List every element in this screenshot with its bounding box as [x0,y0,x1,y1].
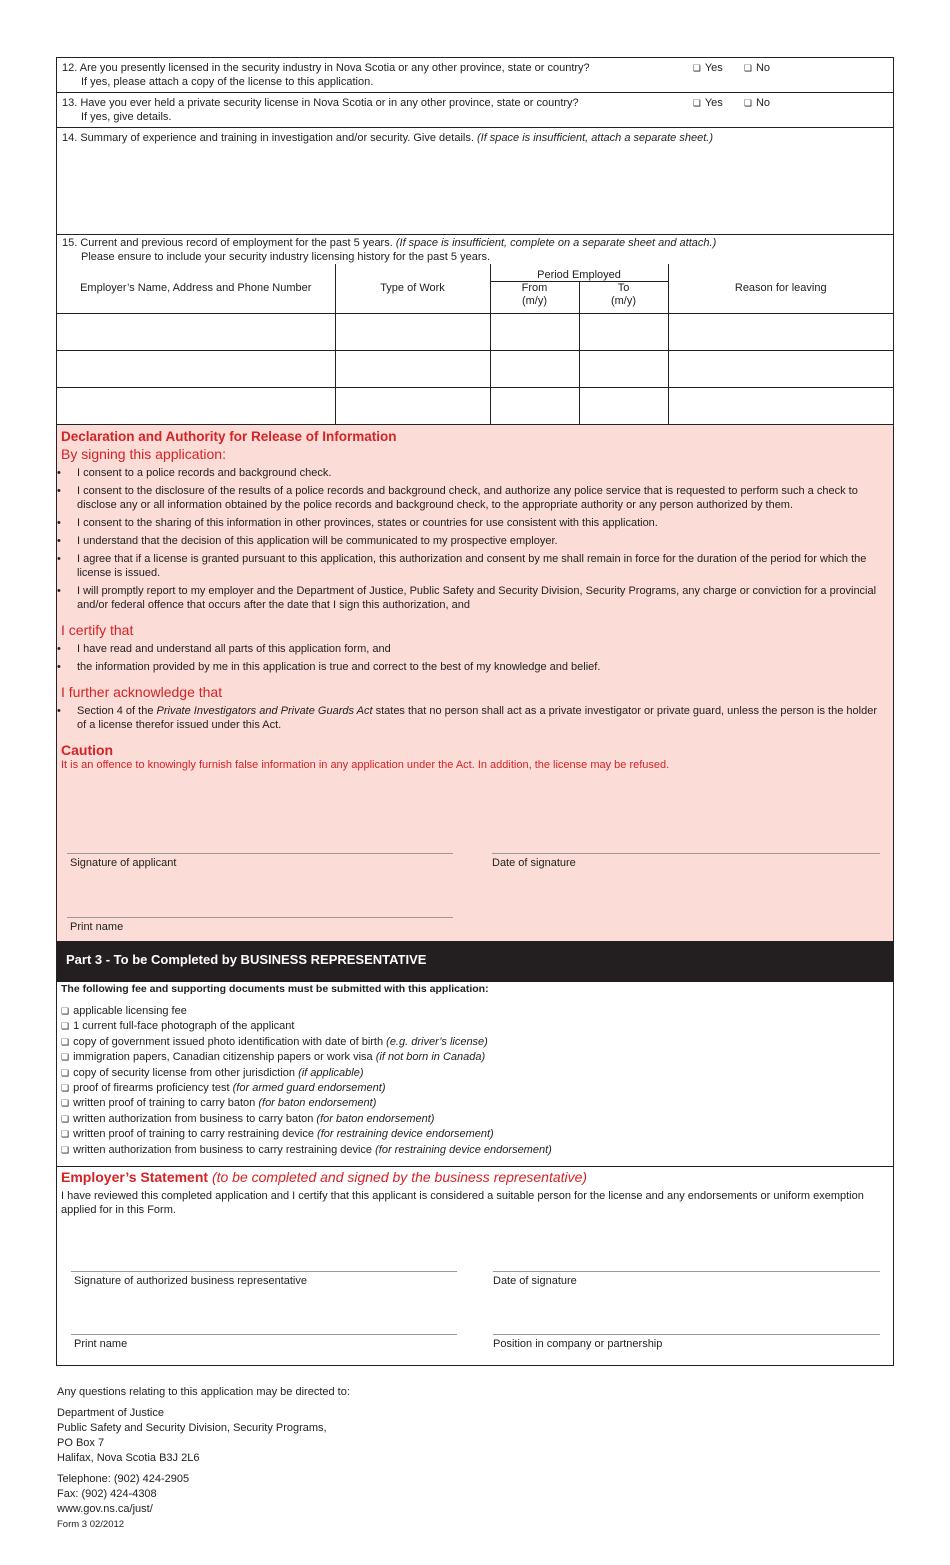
employer-cell[interactable] [57,387,335,424]
col-period-employed: Period Employed [490,264,668,281]
from-cell[interactable] [490,313,579,350]
rep-signature-label: Signature of authorized business representative [74,1275,307,1288]
question-15-sub: Please ensure to include your security industry licensing history for the past 5 years. [81,251,491,263]
question-13-sub: If yes, give details. [81,111,172,123]
part3-header: Part 3 - To be Completed by BUSINESS REPRESENTATIVE [57,942,893,982]
list-item: • I agree that if a license is granted pursuant to this application, this authorization and consent by me shall remain in force for the duration of the period for which the license is issued. [57,552,888,580]
q13-no-checkbox[interactable]: ❏ No [744,97,770,109]
certify-heading: I certify that [61,622,134,638]
address-line: Department of Justice [57,1407,164,1419]
applicant-date-label: Date of signature [492,857,576,869]
address-line: PO Box 7 [57,1437,105,1449]
fee-checkbox[interactable]: ❏ 1 current full-face photograph of the applicant [61,1019,889,1034]
question-12-options [693,61,788,75]
col-to: To (m/y) [579,281,668,313]
declaration-title: Declaration and Authority for Release of Information [61,429,397,444]
list-item: • I have read and understand all parts of this application form, and [57,642,888,656]
col-reason: Reason for leaving [668,264,893,313]
form-number: Form 3 02/2012 [57,1519,125,1530]
list-item: • I consent to the disclosure of the results of a police records and background check, and authorize any police service that is requested to perform such a check to disclose any or all information obtained by the police records and background check, to the appropriate authority or any person authorized by them. [57,484,888,512]
table-row [57,350,893,387]
q12-yes-checkbox[interactable]: ❏ Yes [693,62,723,74]
fee-checkbox[interactable]: ❏ immigration papers, Canadian citizenship papers or work visa (if not born in Canada) [61,1050,889,1065]
question-13 [57,93,893,128]
applicant-date-field[interactable] [492,853,880,869]
caution-text: It is an offence to knowingly furnish false information in any application under the Act. In addition, the license may be refused. [61,759,670,771]
from-cell[interactable] [490,387,579,424]
list-item: • I consent to a police records and background check. [57,466,888,480]
to-cell[interactable] [579,387,668,424]
question-14-note: (If space is insufficient, attach a separate sheet.) [476,132,713,144]
employment-table [57,264,893,424]
acknowledge-heading: I further acknowledge that [61,684,223,700]
fee-checkbox[interactable]: ❏ applicable licensing fee [61,1004,889,1019]
question-13-options [693,96,788,110]
applicant-signature-field[interactable] [67,853,453,869]
certify-list [61,642,888,674]
telephone: Telephone: (902) 424-2905 [57,1473,190,1485]
contact-footer [57,1385,350,1532]
employer-cell[interactable] [57,350,335,387]
reason-cell[interactable] [668,313,893,350]
question-15-text: 15. Current and previous record of employment for the past 5 years. [62,237,393,249]
fees-section [57,982,893,1167]
fee-checkbox[interactable]: ❏ written proof of training to carry baton (for baton endorsement) [61,1096,889,1111]
type-cell[interactable] [335,387,490,424]
col-employer: Employer’s Name, Address and Phone Number [57,264,335,313]
fee-checkbox[interactable]: ❏ written proof of training to carry restraining device (for restraining device endorsement) [61,1127,889,1142]
rep-signature-field[interactable] [71,1271,457,1287]
question-14-text: 14. Summary of experience and training in investigation and/or security. Give details. [62,132,474,144]
fee-checkbox[interactable]: ❏ proof of firearms proficiency test (for armed guard endorsement) [61,1081,889,1096]
rep-date-label: Date of signature [493,1275,577,1288]
rep-position-field[interactable] [493,1334,880,1350]
declaration-section [57,424,893,942]
fee-checkbox[interactable]: ❏ copy of security license from other jurisdiction (if applicable) [61,1066,889,1081]
rep-print-name-field[interactable] [71,1334,457,1350]
fee-checkbox[interactable]: ❏ copy of government issued photo identification with date of birth (e.g. driver’s license) [61,1035,889,1050]
caution-heading: Caution [61,742,114,758]
address-line: Public Safety and Security Division, Security Programs, [57,1422,327,1434]
rep-date-field[interactable] [493,1271,880,1287]
list-item: • the information provided by me in this application is true and correct to the best of my knowledge and belief. [57,660,888,674]
reason-cell[interactable] [668,387,893,424]
question-12-sub: If yes, please attach a copy of the license to this application. [81,76,374,88]
acknowledge-list [61,704,888,732]
list-item: • I consent to the sharing of this information in other provinces, states or countries for use consistent with this application. [57,516,888,530]
act-name: Private Investigators and Private Guards Act [156,705,373,717]
reason-cell[interactable] [668,350,893,387]
list-item: • I will promptly report to my employer and the Department of Justice, Public Safety and Security Division, Security Programs, any charge or conviction for a provincial and/or federal offence that occurs after the date that I sign this authorization, and [57,584,888,612]
col-type-of-work: Type of Work [335,264,490,313]
address-line: Halifax, Nova Scotia B3J 2L6 [57,1452,200,1464]
q12-no-checkbox[interactable]: ❏ No [744,62,770,74]
table-row [57,387,893,424]
type-cell[interactable] [335,350,490,387]
question-13-text: 13. Have you ever held a private security license in Nova Scotia or in any other province, state or country? [62,97,579,109]
footer-intro: Any questions relating to this application may be directed to: [57,1386,350,1398]
employer-cell[interactable] [57,313,335,350]
applicant-print-name-field[interactable] [67,917,453,933]
question-12 [57,58,893,93]
to-cell[interactable] [579,350,668,387]
fee-checkbox[interactable]: ❏ written authorization from business to carry restraining device (for restraining device endorsement) [61,1143,889,1158]
table-row [57,313,893,350]
employer-statement-title: Employer’s Statement (to be completed and signed by the business representative) [61,1169,588,1186]
fees-heading: The following fee and supporting documents must be submitted with this application: [61,983,489,995]
website-link[interactable]: www.gov.ns.ca/just/ [57,1503,153,1515]
q13-yes-checkbox[interactable]: ❏ Yes [693,97,723,109]
fee-checkbox[interactable]: ❏ written authorization from business to carry baton (for baton endorsement) [61,1112,889,1127]
applicant-print-name-label: Print name [70,921,124,933]
application-form [56,57,894,1366]
signing-heading: By signing this application: [61,446,226,462]
question-15-note: (If space is insufficient, complete on a separate sheet and attach.) [395,237,717,249]
rep-position-label: Position in company or partnership [493,1338,663,1351]
employer-statement [57,1167,893,1365]
type-cell[interactable] [335,313,490,350]
employer-statement-text: I have reviewed this completed application and I certify that this applicant is considered a suitable person for the license and any endorsements or uniform exemption applied for in this Form. [61,1190,864,1217]
rep-print-name-label: Print name [74,1338,128,1351]
question-12-text: 12. Are you presently licensed in the security industry in Nova Scotia or any other province, state or country? [62,62,590,74]
list-item: • I understand that the decision of this application will be communicated to my prospective employer. [57,534,888,548]
question-15 [57,234,893,264]
question-14[interactable] [57,128,893,234]
fax: Fax: (902) 424-4308 [57,1488,157,1500]
employer-statement-note: (to be completed and signed by the business representative) [211,1169,588,1186]
to-cell[interactable] [579,313,668,350]
signing-list [61,466,888,612]
applicant-signature-label: Signature of applicant [70,857,177,869]
from-cell[interactable] [490,350,579,387]
col-from: From (m/y) [490,281,579,313]
list-item: • Section 4 of the Private Investigators and Private Guards Act states that no person shall act as a private investigator or private guard, unless the person is the holder of a license therefor issued under this Act. [57,704,888,732]
